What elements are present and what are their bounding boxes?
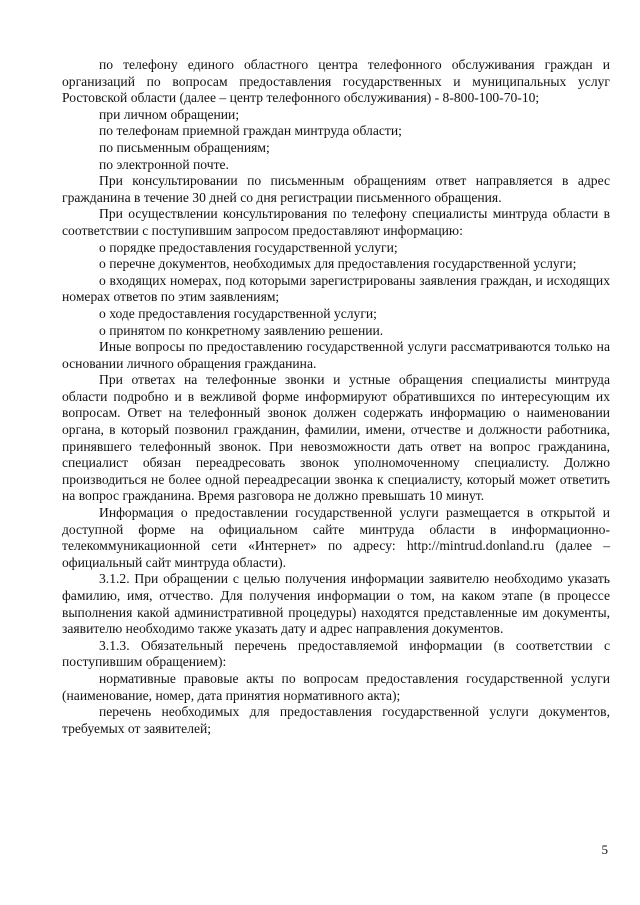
paragraph: Иные вопросы по предоставлению государственной услуги рассматриваются только на основании личного обращения гражданина. — [62, 339, 610, 371]
document-body — [62, 57, 610, 737]
paragraph: о порядке предоставления государственной услуги; — [99, 239, 398, 255]
paragraph: нормативные правовые акты по вопросам предоставления государственной услуги (наименование, номер, дата принятия нормативного акта); — [62, 670, 610, 703]
paragraph: 3.1.3. Обязательный перечень предоставляемой информации (в соответствии с поступившим обращением): — [62, 637, 610, 670]
paragraph: по телефонам приемной граждан минтруда области; — [99, 123, 402, 139]
paragraph: по электронной почте. — [99, 156, 229, 172]
page-number: 5 — [601, 842, 608, 857]
paragraph: о перечне документов, необходимых для предоставления государственной услуги; — [99, 256, 577, 272]
paragraph: о входящих номерах, под которыми зарегистрированы заявления граждан, и исходящих номерах ответов по этим заявлениям; — [62, 272, 610, 305]
paragraph: При ответах на телефонные звонки и устные обращения специалисты минтруда области подробно и в вежливой форме информируют обратившихся по интересующим их вопросам. Ответ на телефонный звонок должен содержать информацию о наименовании органа, в который позвонил гражданин, фамилии, имени, отчестве и должности работника, принявшего телефонный звонок. При невозможности дать ответ на вопрос гражданина, специалист обязан переадресовать звонок уполномоченному специалисту. Должно производиться не более одной переадресации звонка к специалисту, который может ответить на вопрос гражданина. Время разговора не должно превышать 10 минут. — [62, 372, 610, 504]
paragraph: перечень необходимых для предоставления государственной услуги документов, требуемых от заявителей; — [62, 704, 610, 736]
paragraph: по письменным обращениям; — [99, 139, 270, 155]
paragraph: 3.1.2. При обращении с целью получения информации заявителю необходимо указать фамилию, имя, отчество. Для получения информации о том, на каком этапе (в процессе выполнения какой административной процедуры) находятся представленные им документы, заявителю необходимо также указать дату и адрес направления документов. — [62, 571, 610, 637]
paragraph: о ходе предоставления государственной услуги; — [99, 305, 377, 321]
paragraph: При консультировании по письменным обращениям ответ направляется в адрес гражданина в течение 30 дней со дня регистрации письменного обращения. — [62, 173, 610, 205]
paragraph: При осуществлении консультирования по телефону специалисты минтруда области в соответствии с поступившим запросом предоставляют информацию: — [62, 206, 610, 238]
paragraph: о принятом по конкретному заявлению решении. — [99, 322, 384, 338]
paragraph: при личном обращении; — [99, 106, 240, 122]
paragraph: по телефону единого областного центра телефонного обслуживания граждан и организаций по вопросам предоставления государственных и муниципальных услуг Ростовской области (далее – центр телефонного обслуживания) - 8-800-100-70-10; — [62, 57, 610, 106]
paragraph: Информация о предоставлении государственной услуги размещается в открытой и доступной форме на официальном сайте минтруда области в информационно-телекоммуникационной сети «Интернет» по адресу: http://mintrud.donland.ru (далее – официальный сайт минтруда области). — [62, 505, 610, 570]
